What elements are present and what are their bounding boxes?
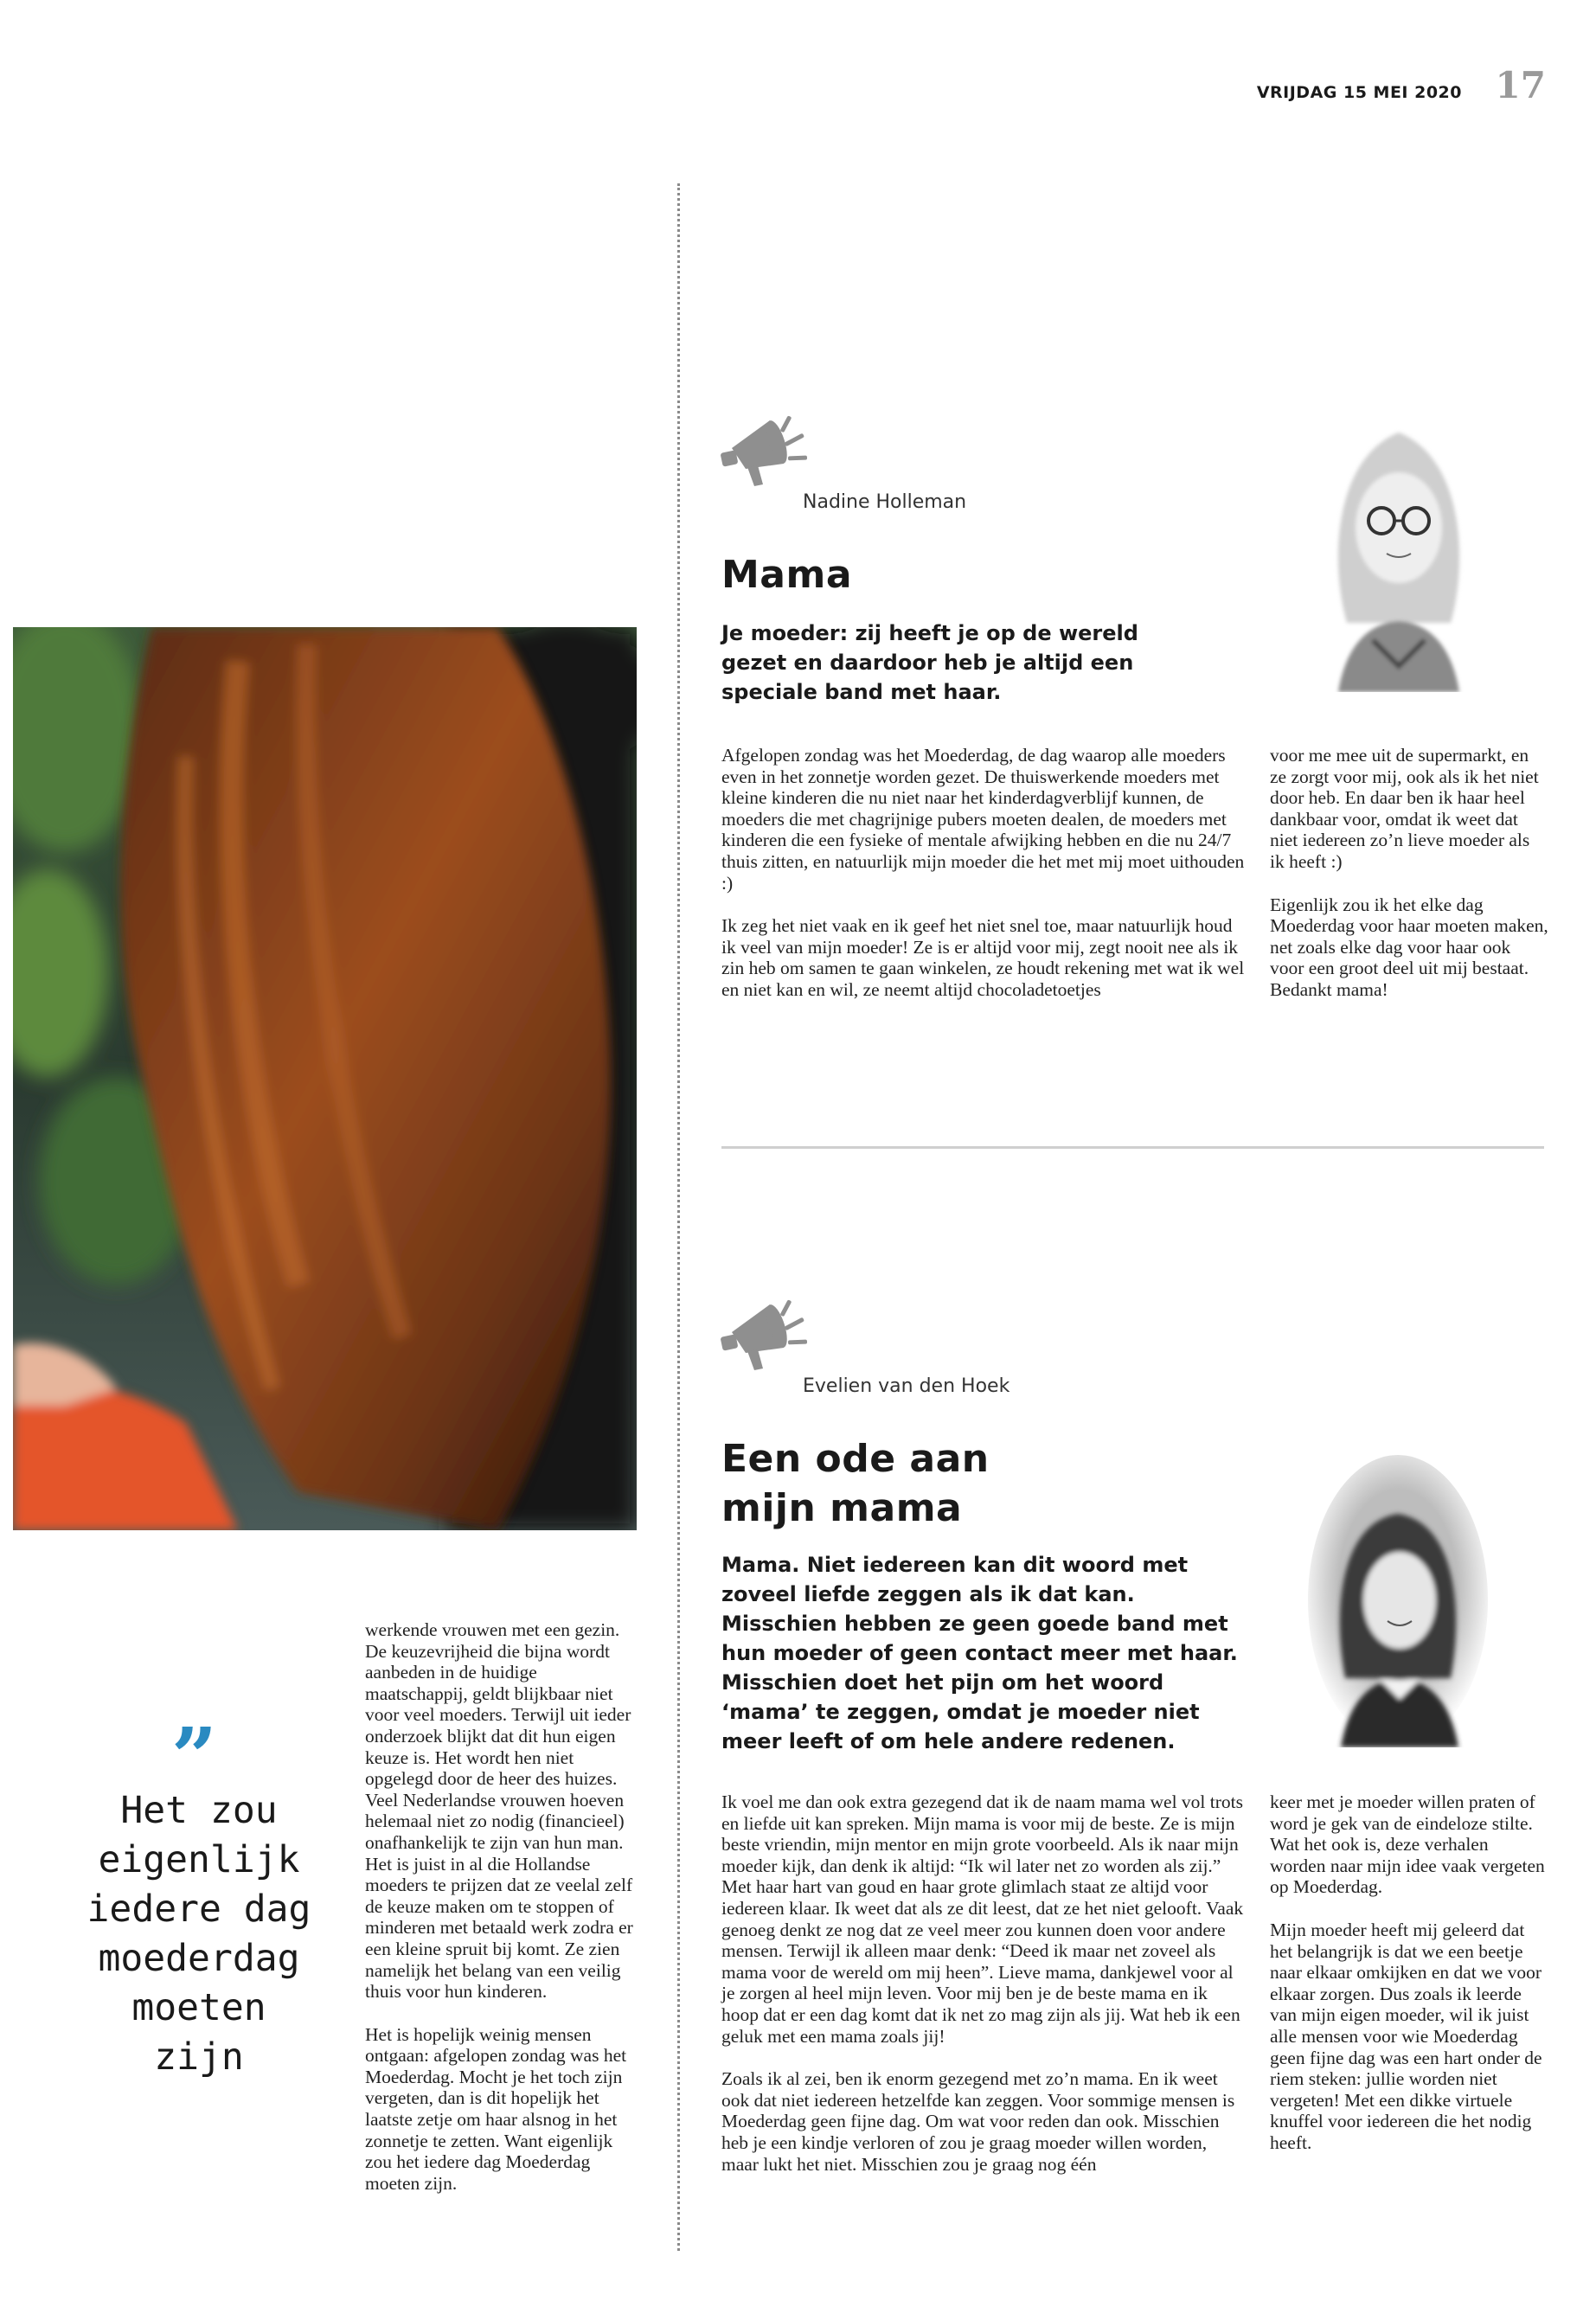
paragraph: Mijn moeder heeft mij geleerd dat het belangrijk is dat we een beetje naar elkaar omkijken en dat we voor elkaar zorgen. Dus zoals ik leerde van mijn eigen moeder, wil ik juist alle mensen voor wie Moederdag geen fijne dag was een hart onder de riem steken: jullie worden niet vergeten! Met een dikke virtuele knuffel voor iedereen die het nodig heeft.	[1270, 1919, 1542, 2153]
article2-title	[721, 1434, 1067, 1533]
article2-author: Evelien van den Hoek	[803, 1375, 1010, 1397]
paragraph: Eigenlijk zou ik het elke dag Moederdag voor haar moeten maken, net zoals elke dag voor haar ook voor een groot deel uit mij bestaat. Bedankt mama!	[1270, 894, 1548, 1000]
left-column-text	[365, 1619, 640, 2215]
paragraph: Zoals ik al zei, ben ik enorm gezegend met zo’n mama. En ik weet ook dat niet iedereen hetzelfde kan zeggen. Voor sommige mensen is Moederdag geen fijne dag. Om wat voor reden dan ook. Misschien heb je een kindje verloren of zou je graag moeder willen worden, maar lukt het niet. Misschien zou je graag nog één	[721, 2068, 1235, 2175]
hero-photo	[13, 627, 637, 1530]
paragraph: Ik voel me dan ook extra gezegend dat ik de naam mama wel vol trots en liefde uit kan spreken. Mijn mama is voor mij de beste. Ze is mijn beste vriendin, mijn mentor en mijn grote voorbeeld. Als ik naar mijn moeder kijk, dan denk ik altijd: “Ik wil later net zo worden als zij.” Met haar hart van goud en haar grote glimlach staat ze altijd voor iedereen klaar. Ik weet dat als ze dit leest, dat ze het niet gelooft. Vaak genoeg denkt ze nog dat ze veel meer zou kunnen doen voor andere mensen. Terwijl ik alleen maar denk: “Deed ik maar net zoveel als mama voor de wereld om mij heen”. Lieve mama, dankjewel voor al je zorgen al heel mijn leven. Voor mij ben je de beste mama en ik hoop dat er een dag komt dat ik net zo mag zijn als jij. Wat heb ik een geluk met een mama zoals jij!	[721, 1791, 1244, 2047]
article1-title: Mama	[721, 553, 853, 597]
megaphone-icon	[716, 403, 818, 498]
quote-icon: ”	[171, 1710, 217, 1804]
page-date: VRIJDAG 15 MEI 2020	[1256, 83, 1462, 102]
article1-author: Nadine Holleman	[803, 491, 967, 513]
article2-column2	[1270, 1791, 1548, 2176]
article1-column1	[721, 745, 1245, 1022]
page-number: 17	[1495, 64, 1546, 106]
article1-column2	[1270, 745, 1548, 1022]
article2-title-line: Een ode aan	[721, 1437, 990, 1481]
paragraph: keer met je moeder willen praten of word je gek van de eindeloze stilte. Wat het ook is, deze verhalen worden naar mijn idee vaak vergeten op Moederdag.	[1270, 1791, 1545, 1898]
article2-column1	[721, 1791, 1245, 2196]
pull-quote	[78, 1786, 320, 2082]
paragraph: voor me mee uit de supermarkt, en ze zorgt voor mij, ook als ik het niet door heb. En daar ben ik haar heel dankbaar voor, omdat ik weet dat niet iedereen zo’n lieve moeder als ik heeft :)	[1270, 745, 1539, 872]
paragraph: Het is hopelijk weinig mensen ontgaan: afgelopen zondag was het Moederdag. Mocht je het toch zijn vergeten, dan is dit hopelijk het laatste zetje om haar alsnog in het zonnetje te zetten. Want eigenlijk zou het iedere dag Moederdag moeten zijn.	[365, 2023, 627, 2194]
article2-intro: Mama. Niet iedereen kan dit woord met zoveel liefde zeggen als ik dat kan. Misschien hebben ze geen goede band met hun moeder of geen contact meer met haar. Misschien doet het pijn om het woord ‘mama’ te zeggen, omdat je moeder niet meer leeft of om hele andere redenen.	[721, 1553, 1238, 1753]
pull-quote-line: eigenlijk	[98, 1838, 300, 1881]
paragraph: werkende vrouwen met een gezin. De keuzevrijheid die bijna wordt aanbeden in de huidige maatschappij, geldt blijkbaar niet voor veel moeders. Terwijl uit ieder onderzoek blijkt dat dit hun eigen keuze is. Het wordt hen niet opgelegd door de heer des huizes. Veel Nederlandse vrouwen hoeven helemaal niet zo nodig (financieel) onafhankelijk te zijn van hun man. Het is juist in al die Hollandse moeders te prijzen dat ze veelal zelf de keuze maken om te stoppen of minderen met betaald werk zodra er een kleine spruit bij komt. Ze zien namelijk het belang van een veilig thuis voor hun kinderen.	[365, 1619, 633, 2003]
author-portrait	[1306, 1453, 1490, 1747]
pull-quote-line: moederdag	[98, 1937, 300, 1980]
column-divider	[677, 183, 680, 2251]
pull-quote-line: iedere dag	[87, 1888, 311, 1931]
megaphone-icon	[716, 1287, 818, 1382]
article2-title-line: mijn mama	[721, 1486, 963, 1530]
paragraph: Afgelopen zondag was het Moederdag, de dag waarop alle moeders even in het zonnetje worden gezet. De thuiswerkende moeders met kleine kinderen die nu niet naar het kinderdagverblijf kunnen, de moeders die met chagrijnige pubers moeten dealen, de moeders met kinderen die een fysieke of mentale afwijking hebben en die nu 24/7 thuis zitten, en natuurlijk mijn moeder die het met mij moet uithouden :)	[721, 745, 1245, 894]
paragraph: Ik zeg het niet vaak en ik geef het niet snel toe, maar natuurlijk houd ik veel van mijn moeder! Ze is er altijd voor mij, zegt nooit nee als ik zin heb om samen te gaan winkelen, ze houdt rekening met wat ik wel en niet kan en wil, ze neemt altijd chocoladetoetjes	[721, 915, 1245, 1000]
article1-intro: Je moeder: zij heeft je op de wereld gezet en daardoor heb je altijd een speciale band met haar.	[721, 621, 1138, 704]
article-divider	[721, 1146, 1544, 1149]
author-portrait	[1312, 407, 1485, 692]
pull-quote-line: Het zou	[120, 1789, 278, 1832]
pull-quote-line: moeten zijn	[131, 1986, 266, 2079]
